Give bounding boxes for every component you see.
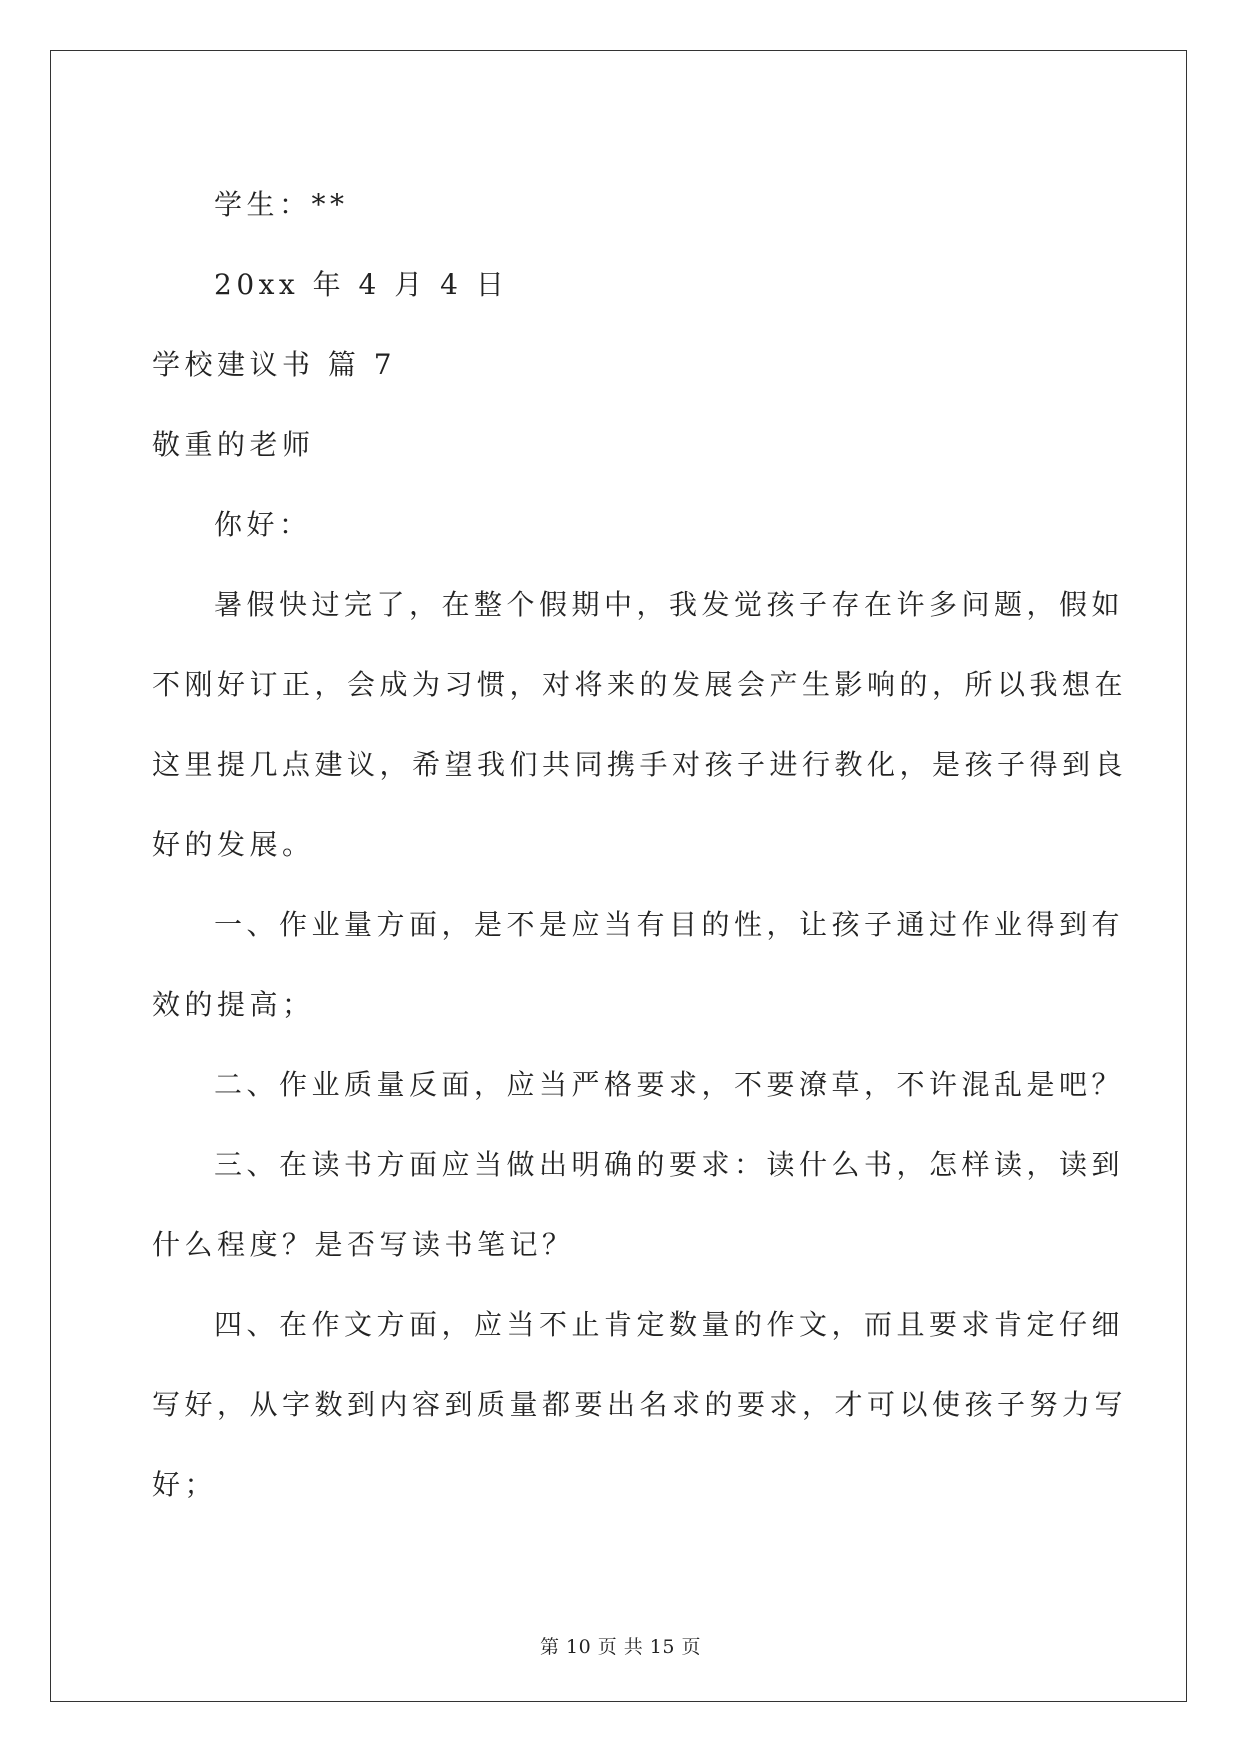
document-body — [152, 165, 1128, 1525]
body-line: 好； — [152, 1468, 218, 1501]
body-line: 三、在读书方面应当做出明确的要求：读什么书，怎样读，读到 — [214, 1148, 1125, 1181]
body-line: 写好，从字数到内容到质量都要出名求的要求，才可以使孩子努力写 — [152, 1388, 1128, 1421]
body-line: 一、作业量方面，是不是应当有目的性，让孩子通过作业得到有 — [214, 908, 1125, 941]
body-line: 二、作业质量反面，应当严格要求，不要潦草，不许混乱是吧？ — [214, 1068, 1125, 1101]
section-title: 学校建议书 篇 7 — [152, 348, 397, 381]
body-line: 什么程度？是否写读书笔记？ — [152, 1228, 575, 1261]
body-line: 暑假快过完了，在整个假期中，我发觉孩子存在许多问题，假如 — [214, 588, 1125, 621]
letter-body — [152, 565, 1128, 1525]
signature-date: 20xx 年 4 月 4 日 — [214, 268, 509, 301]
greeting: 你好： — [214, 508, 312, 541]
body-line: 不刚好订正，会成为习惯，对将来的发展会产生影响的，所以我想在 — [152, 668, 1128, 701]
page-footer: 第 10 页 共 15 页 — [539, 1636, 702, 1658]
body-line: 这里提几点建议，希望我们共同携手对孩子进行教化，是孩子得到良 — [152, 748, 1128, 781]
body-line: 效的提高； — [152, 988, 315, 1021]
body-line: 四、在作文方面，应当不止肯定数量的作文，而且要求肯定仔细 — [214, 1308, 1125, 1341]
salutation: 敬重的老师 — [152, 428, 315, 461]
body-line: 好的发展。 — [152, 828, 315, 861]
student-signature: 学生：** — [214, 188, 349, 221]
